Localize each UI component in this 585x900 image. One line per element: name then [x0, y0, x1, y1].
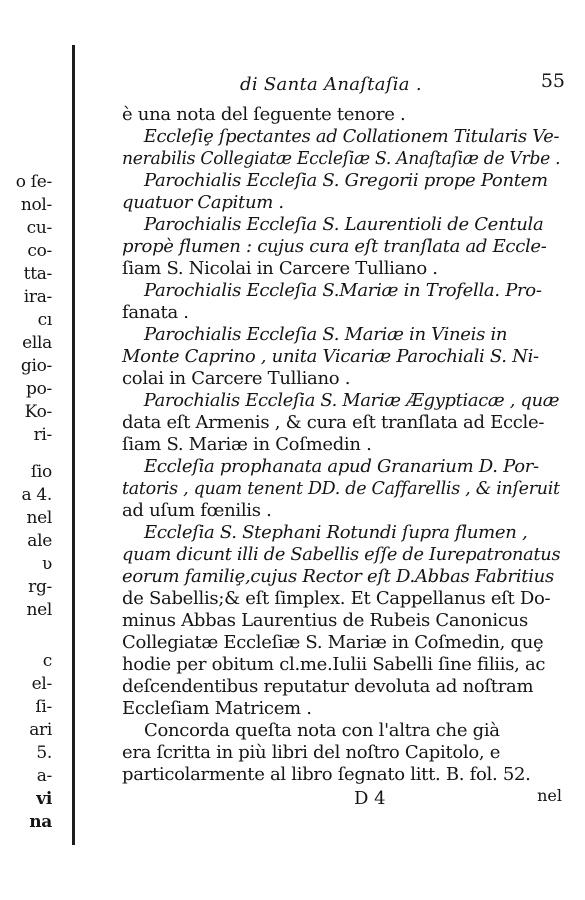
text-line: data eſt Armenis , & cura eſt tranſlata ad Eccle-	[122, 412, 545, 433]
edge-fragment: ale	[27, 531, 52, 551]
text-line: ad uſum fœnilis .	[122, 500, 272, 521]
edge-fragment: rg-	[28, 577, 52, 597]
edge-fragment: ella	[22, 333, 52, 353]
page-body	[122, 104, 560, 786]
text-line: particolarmente al libro ſegnato litt. B. fol. 52.	[122, 764, 531, 785]
gutter-fold-line	[72, 45, 75, 845]
text-line: Eccleſiȩ ſpectantes ad Collationem Titularis Ve-	[143, 126, 560, 147]
text-line: Monte Caprino , unita Vicariæ Parochiali S. Ni-	[122, 346, 539, 367]
text-line: Parochialis Eccleſia S. Laurentioli de Centula	[144, 214, 544, 235]
previous-page-edge	[0, 0, 62, 900]
edge-fragment: o ſe-	[15, 172, 52, 192]
text-line: hodie per obitum cl.me.Iulii Sabelli ſine filiis, ac	[122, 654, 546, 675]
edge-fragment: ira-	[23, 287, 52, 307]
text-line: Eccleſia prophanata apud Granarium D. Por-	[144, 456, 539, 477]
text-line: Collegiatæ Eccleſiæ S. Mariæ in Coſmedin, quȩ	[122, 632, 544, 653]
edge-fragment: nel	[26, 508, 52, 528]
text-line: nerabilis Collegiatæ Eccleſiæ S. Anaſtaſiæ de Vrbe .	[122, 148, 561, 169]
edge-fragment: ſio	[30, 462, 52, 482]
text-line: ſiam S. Mariæ in Coſmedin .	[122, 434, 372, 455]
running-head	[122, 70, 565, 104]
text-line: propè flumen : cujus cura eſt tranſlata ad Eccle-	[122, 236, 547, 257]
text-line: Eccleſia S. Stephani Rotundi ſupra flumen ,	[144, 522, 528, 543]
text-line: Concorda queſta nota con l'altra che già	[144, 720, 500, 741]
running-title: di Santa Anaſtaſia .	[240, 74, 422, 95]
text-line: deſcendentibus reputatur devoluta ad noſtram	[122, 676, 534, 697]
text-line: de Sabellis;& eſt ſimplex. Et Cappellanus eſt Do-	[122, 588, 551, 609]
edge-fragment: ſi-	[35, 697, 52, 717]
signature-mark: D 4	[354, 788, 386, 809]
edge-fragment: a 4.	[21, 485, 52, 505]
text-line: ſiam S. Nicolai in Carcere Tulliano .	[122, 258, 438, 279]
text-line: Parochialis Eccleſia S. Mariæ in Vineis in	[144, 324, 508, 345]
text-line: Parochialis Eccleſia S. Gregorii prope Pontem	[144, 170, 548, 191]
edge-fragment: Ko-	[24, 402, 52, 422]
text-line: minus Abbas Laurentius de Rubeis Canonicus	[122, 610, 528, 631]
edge-fragment: a-	[36, 766, 52, 786]
text-line: fanata .	[122, 302, 189, 323]
text-line: colai in Carcere Tulliano .	[122, 368, 351, 389]
edge-fragment: co-	[27, 241, 52, 261]
text-line: era ſcritta in più libri del noſtro Capitolo, e	[122, 742, 501, 763]
page-number: 55	[540, 70, 565, 92]
edge-fragment: tta-	[23, 264, 52, 284]
edge-fragment: ri-	[33, 425, 52, 445]
edge-fragment: el-	[31, 674, 52, 694]
text-line: Parochialis Eccleſia S. Mariæ Ægyptiacæ , quæ	[143, 390, 560, 411]
edge-fragment: c	[42, 651, 52, 671]
edge-fragment: cı	[37, 310, 52, 330]
text-line: quam dicunt illi de Sabellis eſſe de Iurepatronatus	[122, 544, 561, 565]
edge-fragment: 5.	[36, 743, 52, 763]
edge-fragment: po-	[26, 379, 52, 399]
footer-line	[122, 788, 560, 810]
text-line: quatuor Capitum .	[122, 192, 284, 213]
edge-fragment: gio-	[20, 356, 52, 376]
text-line: Eccleſiam Matricem .	[122, 698, 312, 719]
edge-fragment: nel	[26, 600, 52, 620]
book-page	[122, 70, 565, 840]
text-line: eorum familiȩ,cujus Rector eſt D.Abbas Fabritius	[122, 566, 554, 587]
text-line: è una nota del ſeguente tenore .	[122, 104, 406, 125]
edge-fragment: ari	[29, 720, 52, 740]
edge-fragment: na	[29, 812, 52, 832]
edge-fragment: ʋ	[41, 554, 52, 574]
edge-fragment: nol-	[20, 195, 52, 215]
edge-fragment: cu-	[26, 218, 52, 238]
edge-fragment: vi	[36, 789, 52, 809]
text-line: tatoris , quam tenent DD. de Caffarellis , & inſeruit	[122, 478, 560, 499]
text-line: Parochialis Eccleſia S.Mariæ in Trofella. Pro-	[144, 280, 542, 301]
catchword: nel	[537, 786, 562, 805]
